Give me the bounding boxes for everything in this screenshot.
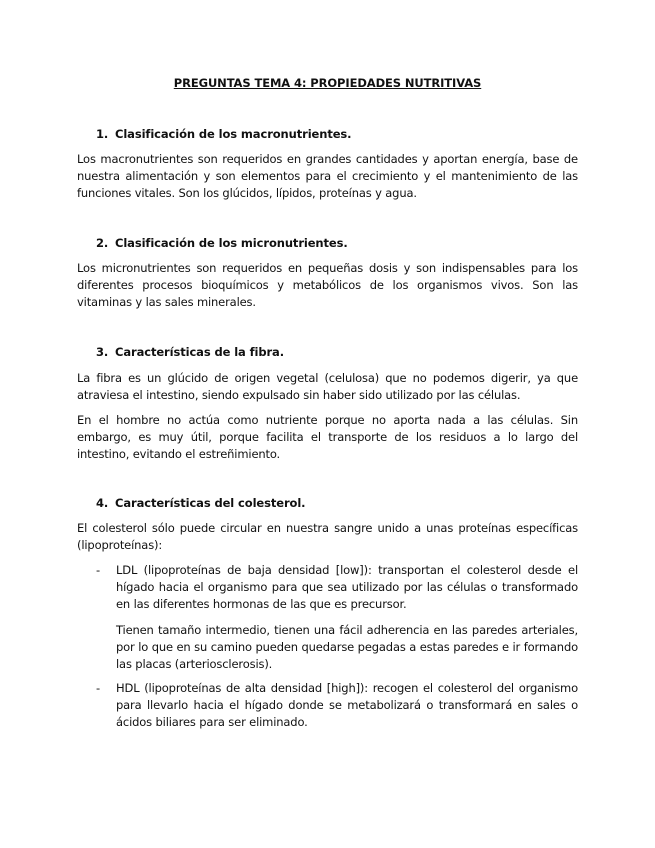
- paragraph-fiber-2: En el hombre no actúa como nutriente porque no aporta nada a las células. Sin embargo, es muy útil, porque facilita el transporte de los residuos a lo largo del intestino, evitando el estreñimiento.: [77, 413, 578, 461]
- paragraph-fiber-1: La fibra es un glúcido de origen vegetal (celulosa) que no podemos digerir, ya que atraviesa el intestino, siendo expulsado sin haber sido utilizado por las células.: [77, 371, 578, 402]
- section-heading-micronutrients: [96, 236, 348, 250]
- paragraph-macronutrients: Los macronutrientes son requeridos en grandes cantidades y aportan energía, base de nuestra alimentación y son elementos para el crecimiento y el mantenimiento de las funciones vitales. Son los glúcidos, lípidos, proteínas y agua.: [77, 152, 578, 200]
- list-item-ldl: [96, 562, 578, 613]
- section-number: 1.: [96, 127, 109, 141]
- section-heading-cholesterol: [96, 496, 305, 510]
- section-heading-macronutrients: [96, 127, 351, 141]
- section-title: Características de la fibra.: [115, 345, 284, 359]
- section-title: Características del colesterol.: [115, 496, 306, 510]
- list-item-ldl-extra: Tienen tamaño intermedio, tienen una fácil adherencia en las paredes arteriales, por lo que en su camino pueden quedarse pegadas a estas paredes e ir formando las placas (arteriosclerosis).: [116, 623, 578, 671]
- section-number: 4.: [96, 496, 109, 510]
- section-title: Clasificación de los macronutrientes.: [115, 127, 352, 141]
- paragraph-micronutrients: Los micronutrientes son requeridos en pequeñas dosis y son indispensables para los diferentes procesos bioquímicos y metabólicos de los organismos vivos. Son las vitaminas y las sales minerales.: [77, 261, 578, 309]
- paragraph-cholesterol: El colesterol sólo puede circular en nuestra sangre unido a unas proteínas específicas (lipoproteínas):: [77, 521, 578, 552]
- list-item-text: HDL (lipoproteínas de alta densidad [high]): recogen el colesterol del organismo para llevarlo hacia el hígado donde se metabolizará o transformará en sales o ácidos biliares para ser eliminado.: [116, 681, 578, 729]
- section-number: 2.: [96, 236, 109, 250]
- list-item-hdl: [96, 680, 578, 731]
- page-title: PREGUNTAS TEMA 4: PROPIEDADES NUTRITIVAS: [173, 76, 482, 90]
- list-item-text: LDL (lipoproteínas de baja densidad [low]): transportan el colesterol desde el hígado hacia el organismo para que sea utilizado por las células o transformado en las diferentes hormonas de las que es precursor.: [116, 563, 578, 611]
- section-title: Clasificación de los micronutrientes.: [115, 236, 348, 250]
- section-number: 3.: [96, 345, 109, 359]
- list-bullet: -: [96, 563, 100, 577]
- section-heading-fiber: [96, 345, 284, 359]
- list-bullet: -: [96, 681, 100, 695]
